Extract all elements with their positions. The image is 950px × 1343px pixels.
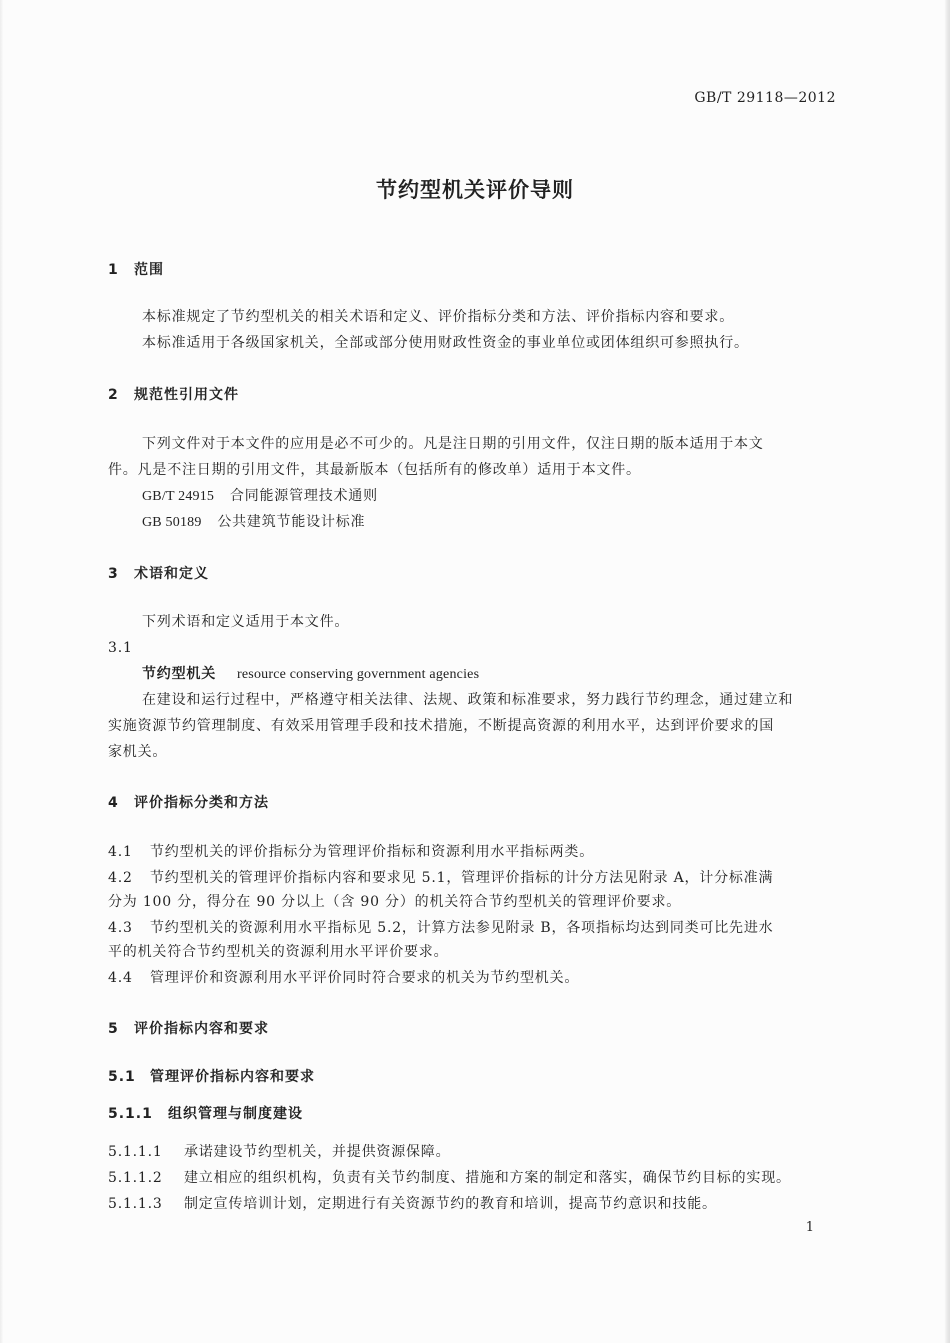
term-definition: 实施资源节约管理制度、有效采用管理手段和技术措施，不断提高资源的利用水平，达到评价要求的国	[108, 718, 774, 734]
term-definition: 在建设和运行过程中，严格遵守相关法律、法规、政策和标准要求，努力践行节约理念，通过建立和	[142, 692, 794, 708]
document-title: 节约型机关评价导则	[376, 178, 574, 202]
section-5-heading	[108, 1018, 269, 1038]
subsection-5-1-1-heading	[108, 1103, 303, 1123]
section-title: 术语和定义	[134, 566, 209, 582]
subsection-title: 组织管理与制度建设	[168, 1106, 303, 1122]
section-number: 1	[108, 262, 119, 278]
clause-text: 节约型机关的资源利用水平指标见 5.2，计算方法参见附录 B，各项指标均达到同类可比先进水	[150, 920, 774, 936]
paragraph: 件。凡是不注日期的引用文件，其最新版本（包括所有的修改单）适用于本文件。	[108, 462, 641, 478]
item-number: 5.1.1.1	[108, 1144, 163, 1160]
paragraph: 本标准规定了节约型机关的相关术语和定义、评价指标分类和方法、评价指标内容和要求。	[142, 309, 734, 325]
clause-text-continued: 分为 100 分，得分在 90 分以上（含 90 分）的机关符合节约型机关的管理评价要求。	[108, 894, 682, 910]
section-4-heading	[108, 792, 269, 812]
clause-text: 节约型机关的管理评价指标内容和要求见 5.1，管理评价指标的计分方法见附录 A，计分标准满	[150, 870, 774, 886]
reference-code: GB 50189	[142, 515, 202, 530]
subsection-number: 5.1	[108, 1069, 136, 1085]
subsection-5-1-heading	[108, 1066, 315, 1086]
page-number: 1	[805, 1220, 814, 1235]
item-text: 承诺建设节约型机关，并提供资源保障。	[184, 1144, 451, 1160]
section-3-heading	[108, 563, 209, 583]
list-item	[108, 1140, 450, 1164]
term-number: 3.1	[108, 640, 133, 656]
list-item	[108, 1192, 717, 1216]
section-2-heading	[108, 384, 239, 404]
clause-number: 4.4	[108, 970, 133, 986]
section-1-heading	[108, 259, 164, 279]
standard-code: GB/T 29118—2012	[694, 90, 836, 106]
section-number: 5	[108, 1021, 119, 1037]
clause-text-continued: 平的机关符合节约型机关的资源利用水平评价要求。	[108, 944, 449, 960]
clause-number: 4.3	[108, 920, 133, 936]
reference-item	[142, 484, 378, 509]
subsection-number: 5.1.1	[108, 1106, 153, 1122]
clause-text: 管理评价和资源利用水平评价同时符合要求的机关为节约型机关。	[150, 970, 580, 986]
clause-number: 4.2	[108, 870, 133, 886]
section-title: 评价指标分类和方法	[134, 795, 269, 811]
reference-code: GB/T 24915	[142, 489, 215, 504]
item-number: 5.1.1.2	[108, 1170, 163, 1186]
reference-name: 公共建筑节能设计标准	[217, 514, 366, 530]
term-definition: 家机关。	[108, 744, 168, 760]
paragraph: 下列术语和定义适用于本文件。	[142, 614, 350, 630]
clause-4-3	[108, 916, 773, 940]
section-title: 评价指标内容和要求	[134, 1021, 269, 1037]
section-number: 3	[108, 566, 119, 582]
section-number: 4	[108, 795, 119, 811]
item-text: 建立相应的组织机构，负责有关节约制度、措施和方案的制定和落实，确保节约目标的实现。	[184, 1170, 791, 1186]
section-title: 规范性引用文件	[134, 387, 239, 403]
term-english: resource conserving government agencies	[237, 667, 480, 682]
clause-4-2	[108, 866, 773, 890]
clause-text: 节约型机关的评价指标分为管理评价指标和资源利用水平指标两类。	[150, 844, 594, 860]
clause-4-4	[108, 966, 579, 990]
item-number: 5.1.1.3	[108, 1196, 163, 1212]
term-entry	[142, 662, 479, 687]
term-chinese: 节约型机关	[142, 666, 216, 682]
clause-4-1	[108, 840, 594, 864]
reference-item	[142, 510, 365, 535]
section-number: 2	[108, 387, 119, 403]
item-text: 制定宣传培训计划，定期进行有关资源节约的教育和培训，提高节约意识和技能。	[184, 1196, 717, 1212]
reference-name: 合同能源管理技术通则	[229, 488, 378, 504]
clause-number: 4.1	[108, 844, 133, 860]
paragraph: 下列文件对于本文件的应用是必不可少的。凡是注日期的引用文件，仅注日期的版本适用于本文	[142, 436, 764, 452]
list-item	[108, 1166, 791, 1190]
subsection-title: 管理评价指标内容和要求	[150, 1069, 315, 1085]
paragraph: 本标准适用于各级国家机关，全部或部分使用财政性资金的事业单位或团体组织可参照执行。	[142, 335, 749, 351]
section-title: 范围	[134, 262, 164, 278]
